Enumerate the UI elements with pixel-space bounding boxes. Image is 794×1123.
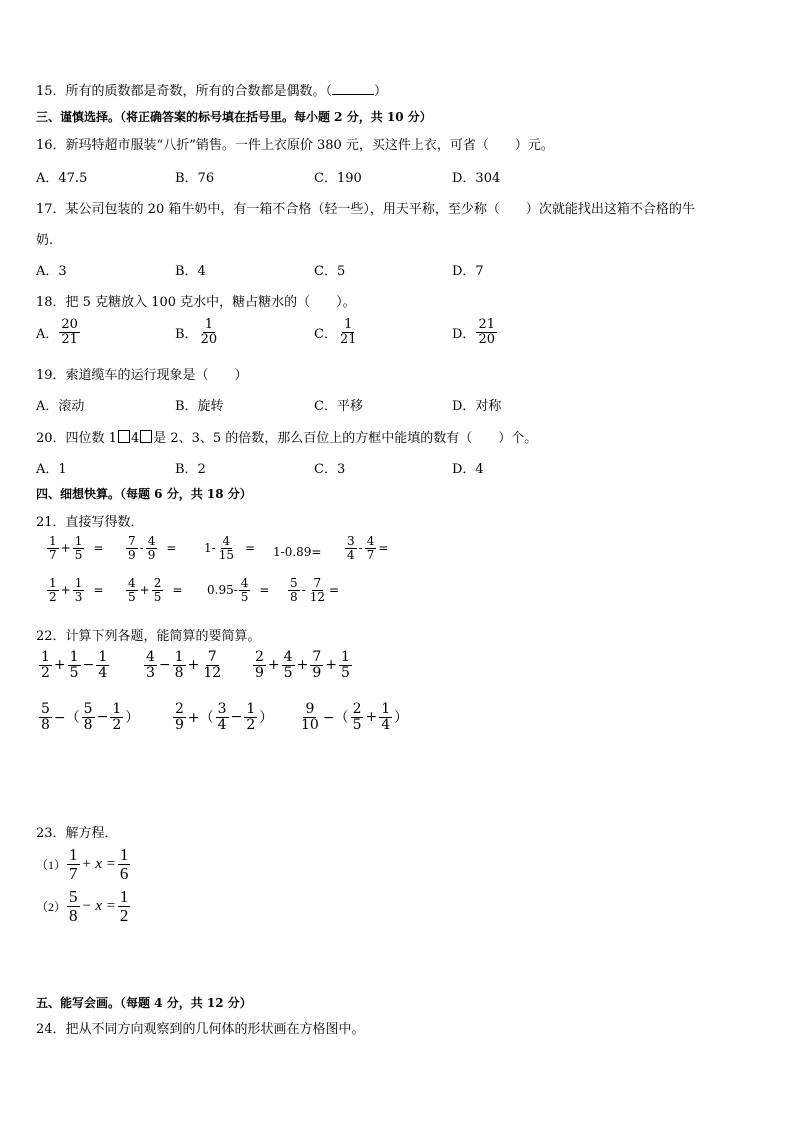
- fraction: [476, 318, 497, 346]
- q19-option-c[interactable]: C．平移: [314, 399, 363, 414]
- answer-blank[interactable]: [332, 83, 374, 95]
- operator: +: [53, 657, 66, 674]
- denominator: 9: [147, 547, 156, 562]
- denominator: 15: [218, 547, 234, 562]
- denominator: 4: [217, 716, 227, 733]
- q24-text: 24．把从不同方向观察到的几何体的形状画在方格图中。: [36, 1022, 365, 1037]
- fraction: [173, 702, 186, 732]
- q21-item: 1- $\frac{4}{15}$ =: [204, 534, 256, 562]
- operator: +（: [187, 710, 214, 727]
- fraction: [68, 650, 81, 680]
- numerator: 1: [112, 701, 122, 717]
- q21-item: [125, 577, 183, 603]
- numerator: 1: [74, 534, 83, 548]
- numerator: 1: [340, 649, 350, 665]
- denominator: 2: [49, 589, 57, 604]
- denominator: 5: [283, 664, 293, 681]
- numerator: 1: [119, 887, 129, 906]
- operator: =: [328, 583, 340, 598]
- operator: +: [325, 657, 337, 674]
- operator: ）: [259, 710, 274, 727]
- section-3-heading: 三、谨慎选择。（将正确答案的标号填在括号里。每小题 2 分，共 10 分）: [36, 110, 432, 124]
- numerator: 7: [128, 534, 136, 548]
- q15-close: ）: [374, 84, 388, 99]
- numerator: 7: [313, 576, 322, 590]
- numerator: 5: [83, 701, 93, 717]
- fraction: [96, 650, 109, 680]
- denominator: 21: [61, 331, 78, 347]
- q16-option-c[interactable]: C．190: [314, 171, 362, 186]
- numerator: 1: [246, 701, 256, 717]
- q17-line1: 17．某公司包装的 20 箱牛奶中，有一箱不合格（轻一些），用天平称，至少称（ ）次就能找出这箱不合格的牛: [36, 202, 695, 217]
- q22-expression: [143, 650, 224, 680]
- q17-option-b[interactable]: B．4: [175, 264, 206, 279]
- q19-option-b[interactable]: B．旋转: [175, 399, 224, 414]
- option-label: D．: [452, 326, 476, 342]
- fraction: [39, 702, 52, 732]
- numerator: 4: [366, 534, 375, 548]
- denominator: 8: [83, 716, 93, 733]
- q20-option-d[interactable]: D．4: [452, 462, 484, 477]
- denominator: 9: [128, 547, 136, 562]
- fraction: [126, 535, 138, 561]
- denominator: 8: [69, 905, 78, 925]
- fraction: [73, 577, 85, 603]
- numerator: 1: [69, 845, 78, 864]
- fraction: [310, 650, 323, 680]
- q22-expression: [38, 650, 110, 680]
- operator: + x =: [81, 855, 116, 872]
- numerator: 1: [41, 649, 50, 665]
- operator: +: [187, 657, 200, 674]
- q20-option-c[interactable]: C．3: [314, 462, 346, 477]
- digit-box: [140, 430, 152, 443]
- operator: ）: [394, 710, 409, 727]
- fraction: [308, 577, 327, 603]
- fraction: [152, 577, 164, 603]
- fraction: [47, 535, 59, 561]
- denominator: 12: [309, 589, 325, 604]
- q20-text-pre: 20．四位数 1: [36, 431, 117, 446]
- q17-line2: 奶.: [36, 233, 54, 248]
- fraction: [201, 650, 223, 680]
- numerator: 4: [128, 576, 136, 590]
- denominator: 5: [240, 589, 249, 604]
- operator: =: [93, 541, 104, 556]
- denominator: 8: [290, 589, 298, 604]
- denominator: 7: [366, 547, 375, 562]
- fraction: [216, 702, 229, 732]
- denominator: 21: [339, 331, 357, 347]
- numerator: 1: [174, 649, 184, 665]
- numerator: 1: [204, 317, 213, 332]
- q20-option-b[interactable]: B．2: [175, 462, 206, 477]
- numerator: 1: [381, 701, 391, 717]
- q16-option-a[interactable]: A．47.5: [36, 171, 88, 186]
- denominator: 2: [112, 716, 122, 733]
- q17-option-d[interactable]: D．7: [452, 264, 484, 279]
- denominator: 7: [69, 863, 78, 883]
- operator: −（: [322, 710, 349, 727]
- numerator: 4: [222, 534, 231, 548]
- denominator: 9: [255, 664, 264, 681]
- digit-box: [118, 430, 130, 443]
- denominator: 2: [119, 905, 129, 925]
- numerator: 1: [49, 576, 57, 590]
- fraction: [339, 650, 352, 680]
- q21-item: 0.95- $\frac{4}{5}$ =: [207, 576, 270, 604]
- q19-option-d[interactable]: D．对称: [452, 399, 502, 414]
- fraction: [67, 888, 80, 925]
- operator: ）: [125, 710, 140, 727]
- fraction: [217, 535, 236, 561]
- fraction: [82, 702, 95, 732]
- denominator: 4: [381, 716, 391, 733]
- q20-option-a[interactable]: A．1: [36, 462, 67, 477]
- numerator: 7: [312, 649, 322, 665]
- denominator: 7: [49, 547, 57, 562]
- q17-option-c[interactable]: C．5: [314, 264, 346, 279]
- operator: =: [93, 583, 104, 598]
- numerator: 20: [61, 317, 78, 332]
- q23-text: 23．解方程．: [36, 826, 118, 841]
- fraction: [39, 650, 52, 680]
- numerator: 4: [146, 649, 155, 665]
- q15: [36, 80, 387, 99]
- option-label: A．: [36, 326, 59, 342]
- numerator: 1: [69, 649, 79, 665]
- denominator: 5: [128, 589, 136, 604]
- operator: −（: [53, 710, 80, 727]
- numerator: 2: [352, 701, 362, 717]
- q17-option-a[interactable]: A．3: [36, 264, 67, 279]
- operator: −: [230, 709, 243, 726]
- q21-item: [46, 535, 104, 561]
- denominator: 6: [119, 863, 129, 883]
- fraction: [351, 702, 364, 732]
- operator: -: [139, 541, 144, 556]
- fraction: [379, 702, 392, 732]
- fraction: [299, 702, 321, 732]
- q19-option-a[interactable]: A．滚动: [36, 399, 85, 414]
- numerator: 5: [69, 887, 78, 906]
- q18-option-d[interactable]: [452, 318, 498, 346]
- denominator: 3: [146, 664, 155, 681]
- denominator: 2: [246, 716, 256, 733]
- operator: +: [139, 583, 150, 598]
- fraction: [110, 702, 123, 732]
- q18-option-a[interactable]: [36, 318, 81, 346]
- operator: − x =: [81, 897, 116, 914]
- numerator: 3: [217, 701, 227, 717]
- fraction: [118, 846, 131, 883]
- numerator: 4: [240, 576, 249, 590]
- operator: -: [301, 583, 306, 598]
- operator: +: [296, 657, 309, 674]
- q19-text: 19．索道缆车的运行现象是（ ）: [36, 368, 248, 383]
- operator: =: [259, 583, 270, 598]
- fraction: [144, 650, 157, 680]
- q21-text: 21．直接写得数．: [36, 515, 144, 530]
- fraction: [118, 888, 131, 925]
- denominator: 5: [352, 716, 362, 733]
- operator: −: [158, 657, 171, 674]
- q18-text: 18．把 5 克糖放入 100 克水中，糖占糖水的（ ）。: [36, 295, 356, 310]
- fraction: [67, 846, 80, 883]
- fraction: [59, 318, 80, 346]
- fraction: [199, 318, 220, 346]
- denominator: 9: [175, 716, 184, 733]
- numerator: 2: [175, 701, 184, 717]
- q22-expression: [172, 702, 274, 732]
- q16-text: 16．新玛特超市服装“八折”销售。一件上衣原价 380 元，买这件上衣，可省（ ）元。: [36, 138, 554, 153]
- operator: +: [60, 541, 71, 556]
- operator: +: [60, 583, 71, 598]
- numerator: 3: [347, 534, 355, 548]
- q22-expression: [298, 702, 409, 732]
- numerator: 5: [41, 701, 50, 717]
- operator: −: [82, 657, 95, 674]
- q16-option-b[interactable]: B．76: [175, 171, 215, 186]
- section-5-heading: 五、能写会画。（每题 4 分，共 12 分）: [36, 996, 252, 1010]
- operator: +: [267, 657, 280, 674]
- numerator: 21: [478, 317, 495, 332]
- denominator: 20: [200, 331, 218, 347]
- denominator: 5: [74, 547, 83, 562]
- option-label: B．: [175, 326, 198, 342]
- q22-text: 22．计算下列各题，能简算的要简算。: [36, 629, 261, 644]
- fraction: [126, 577, 138, 603]
- fraction: [173, 650, 186, 680]
- denominator: 4: [98, 664, 108, 681]
- denominator: 9: [312, 664, 322, 681]
- q22-expression: [252, 650, 353, 680]
- q20-text-mid: 4: [130, 431, 140, 446]
- denominator: 5: [153, 589, 162, 604]
- numerator: 1: [49, 534, 57, 548]
- q18-option-b[interactable]: [175, 318, 220, 346]
- fraction: [338, 318, 359, 346]
- numerator: 2: [153, 576, 162, 590]
- q23-equation-2: （2） $\frac{5}{8}$ − x = $\frac{1}{2}$: [36, 887, 129, 925]
- q21-item: [125, 535, 177, 561]
- q16-option-d[interactable]: D．304: [452, 171, 501, 186]
- numerator: 4: [147, 534, 156, 548]
- operator: =: [166, 541, 177, 556]
- fraction: [146, 535, 158, 561]
- fraction: [282, 650, 295, 680]
- fraction: [345, 535, 357, 561]
- section-4-heading: 四、细想快算。（每题 6 分，共 18 分）: [36, 487, 252, 501]
- denominator: 5: [340, 664, 350, 681]
- denominator: 8: [174, 664, 184, 681]
- denominator: 10: [301, 716, 319, 733]
- q20: [36, 427, 537, 446]
- q21-item: [344, 535, 389, 561]
- denominator: 8: [41, 716, 50, 733]
- numerator: 5: [290, 576, 298, 590]
- q22-expression: [38, 702, 140, 732]
- numerator: 7: [207, 649, 217, 665]
- q23-equation-1: （1） $\frac{1}{7}$ + x = $\frac{1}{6}$: [36, 845, 129, 883]
- operator: +: [365, 709, 378, 726]
- fraction: [73, 535, 85, 561]
- q18-option-c[interactable]: [314, 318, 360, 346]
- numerator: 1: [119, 845, 129, 864]
- denominator: 4: [347, 547, 355, 562]
- numerator: 1: [344, 317, 353, 332]
- numerator: 4: [283, 649, 293, 665]
- fraction: [239, 577, 251, 603]
- denominator: 2: [41, 664, 50, 681]
- denominator: 12: [203, 664, 222, 681]
- numerator: 1: [74, 576, 83, 590]
- q21-item: [287, 577, 340, 603]
- numerator: 9: [305, 701, 315, 717]
- fraction: [244, 702, 257, 732]
- operator: −: [96, 709, 109, 726]
- operator: =: [172, 583, 183, 598]
- numerator: 2: [255, 649, 264, 665]
- operator: -: [358, 541, 363, 556]
- numerator: 1: [98, 649, 108, 665]
- fraction: [365, 535, 377, 561]
- denominator: 5: [69, 664, 79, 681]
- q20-text-post: 是 2、3、5 的倍数，那么百位上的方框中能填的数有（ ）个。: [153, 431, 538, 446]
- fraction: [288, 577, 300, 603]
- denominator: 3: [74, 589, 83, 604]
- fraction: [253, 650, 266, 680]
- q15-text: 15．所有的质数都是奇数，所有的合数都是偶数。（: [36, 84, 333, 99]
- q21-item: [46, 577, 104, 603]
- operator: =: [244, 541, 256, 556]
- fraction: [47, 577, 59, 603]
- operator: =: [378, 541, 389, 556]
- option-label: C．: [314, 326, 337, 342]
- denominator: 20: [478, 331, 495, 347]
- q21-item: 1-0.89=: [273, 545, 322, 559]
